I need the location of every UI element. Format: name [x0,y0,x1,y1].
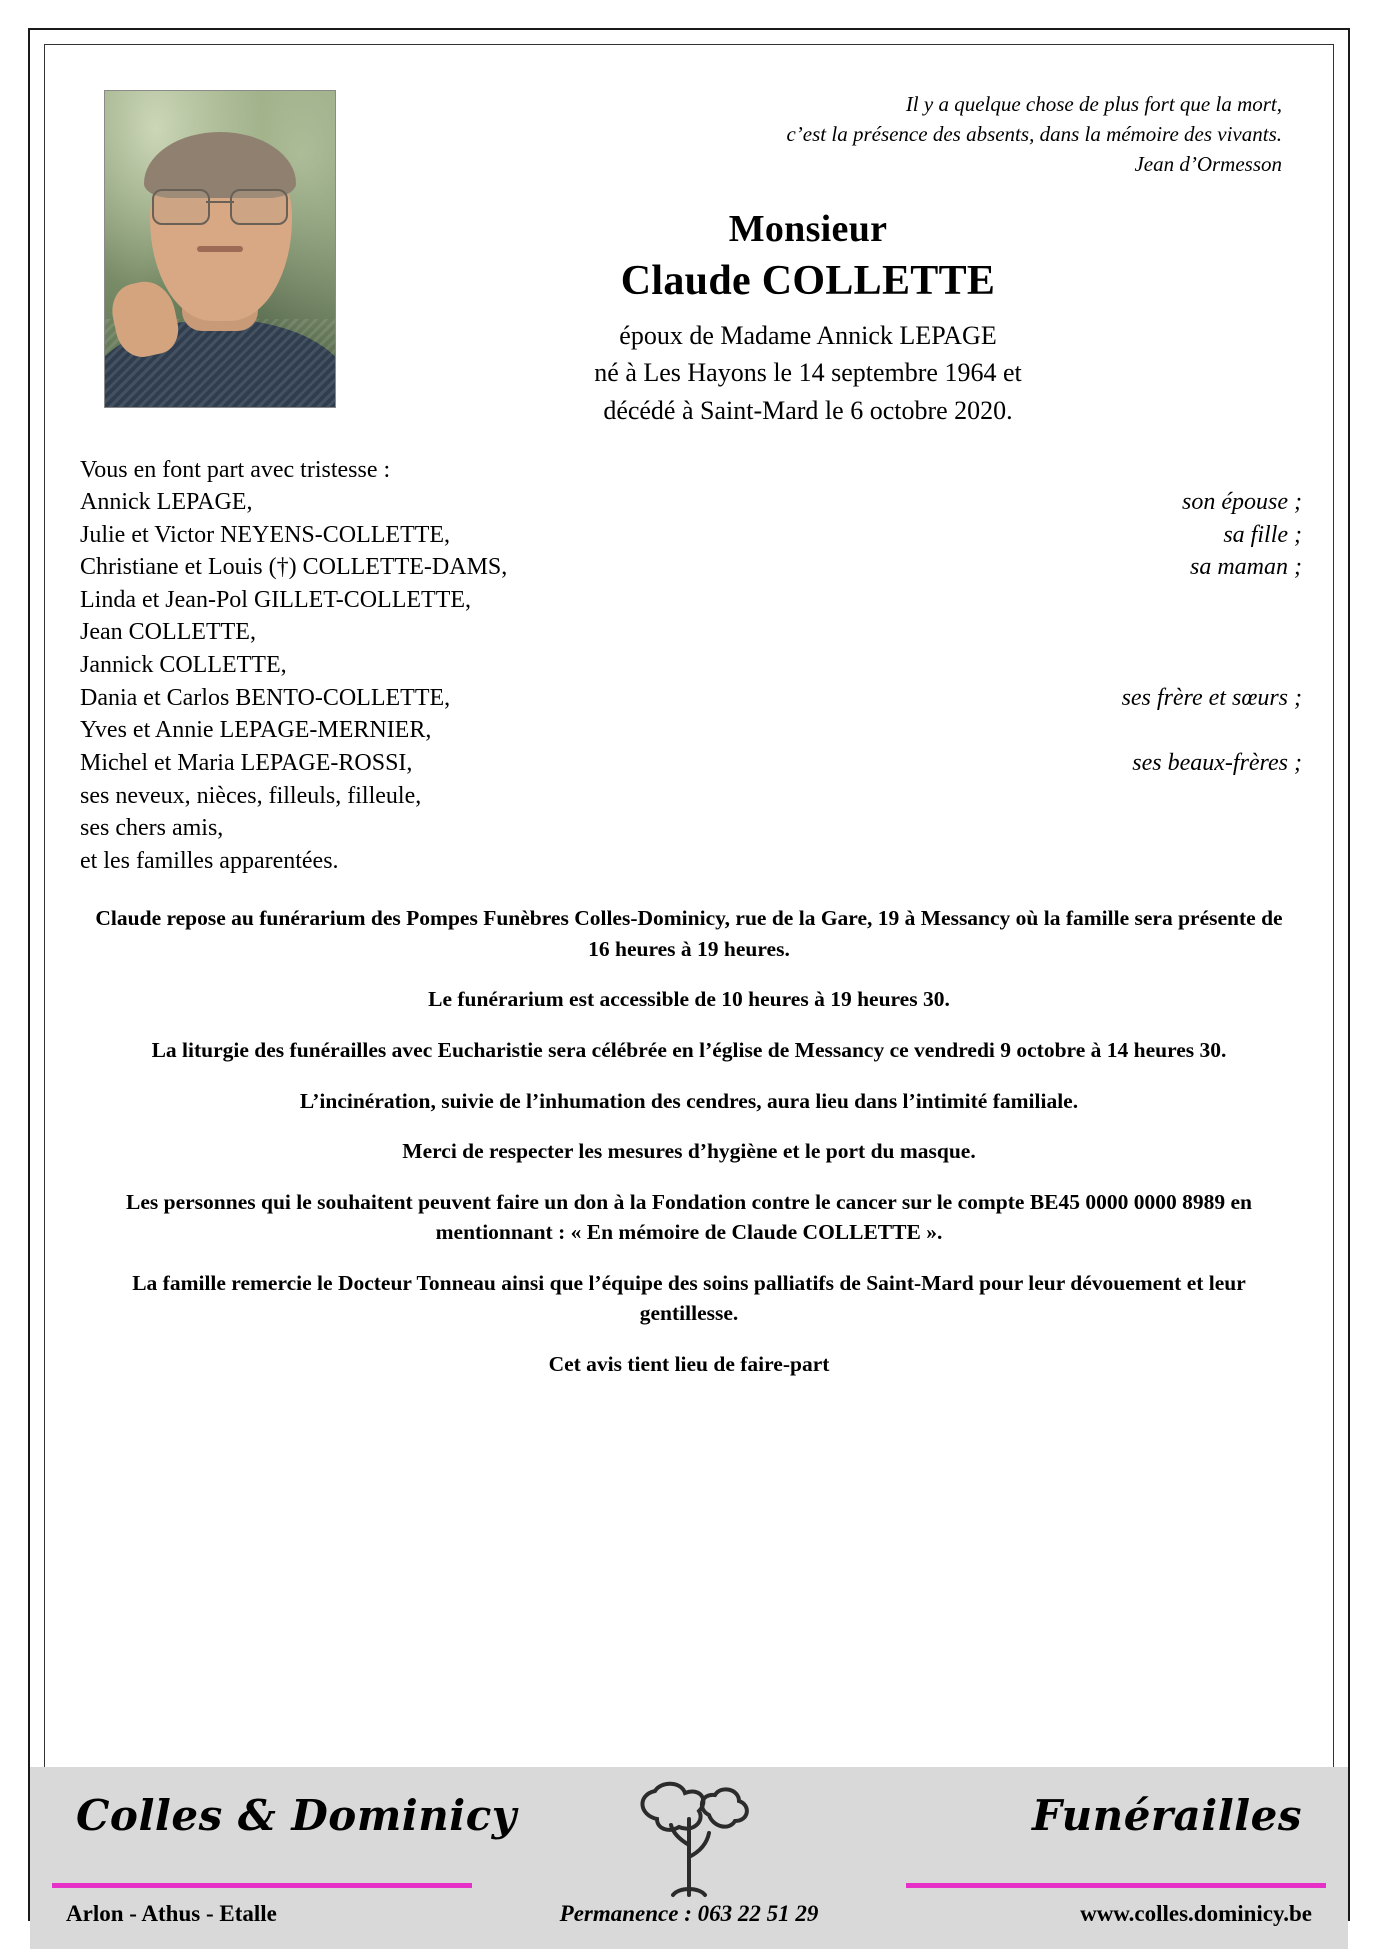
header-section [62,62,1316,429]
glasses-bridge [206,201,234,203]
family-row [80,714,1302,747]
glasses-left-lens [152,189,210,225]
quote-text [334,90,1282,150]
deceased-name: Claude COLLETTE [620,257,996,304]
notice-paragraph: Le funérarium est accessible de 10 heures à 19 heures 30. [428,987,950,1012]
family-member-name: Jean COLLETTE, [80,619,256,646]
honorific: Monsieur [728,207,888,250]
notice-paragraph: La famille remercie le Docteur Tonneau ainsi que l’équipe des soins palliatifs de Saint-Mard pour leur dévouement et leur gentillesse. [132,1270,1246,1326]
tree-icon [617,1775,761,1907]
deceased-details [334,317,1282,429]
portrait-container [62,90,334,408]
footer-info-row [30,1895,1348,1949]
accent-rule-left [52,1883,472,1888]
family-row [80,616,1302,649]
family-row [80,519,1302,552]
family-member-name: Annick LEPAGE, [80,488,253,515]
notice-paragraph: Merci de respecter les mesures d’hygiène et le port du masque. [402,1139,976,1164]
footer-brand-row [30,1767,1348,1879]
footer-website[interactable]: www.colles.dominicy.be [1080,1901,1312,1926]
family-member-name: Julie et Victor NEYENS-COLLETTE, [80,521,451,548]
family-member-relation: son épouse ; [1182,488,1302,515]
notice-paragraph: Cet avis tient lieu de faire-part [548,1351,830,1376]
family-row [80,845,1302,878]
card-content [62,62,1316,1887]
family-member-name: Dania et Carlos BENTO-COLLETTE, [80,684,451,711]
footer-cities: Arlon - Athus - Etalle [66,1901,277,1926]
brand-service: Funérailles [1032,1791,1302,1840]
quote-author: Jean d’Ormesson [1134,151,1282,176]
family-row [80,584,1302,617]
footer-phone: Permanence : 063 22 51 29 [559,1901,819,1926]
notice-paragraph: Les personnes qui le souhaitent peuvent faire un don à la Fondation contre le cancer sur le compte BE45 0000 0000 8989 en mentionnant : « En mémoire de Claude COLLETTE ». [126,1189,1252,1245]
header-text-block [334,90,1316,429]
family-row [80,682,1302,715]
family-row [80,649,1302,682]
glasses-right-lens [230,189,288,225]
family-member-name: Christiane et Louis (†) COLLETTE-DAMS, [80,554,508,581]
family-row [80,551,1302,584]
portrait-photo [104,90,336,408]
family-section [62,457,1316,878]
funeral-home-footer [30,1767,1348,1949]
family-member-name: Linda et Jean-Pol GILLET-COLLETTE, [80,586,472,613]
family-member-name: et les familles apparentées. [80,847,339,874]
family-member-relation: ses beaux-frères ; [1132,749,1302,776]
spouse-line: époux de Madame Annick LEPAGE [619,320,997,350]
family-row [80,747,1302,780]
family-row [80,780,1302,813]
notices-section [62,903,1316,1379]
family-intro: Vous en font part avec tristesse : [80,456,391,483]
birth-line: né à Les Hayons le 14 septembre 1964 et [594,358,1022,388]
family-member-relation: ses frère et sœurs ; [1121,684,1302,711]
brand-name: Colles & Dominicy [76,1791,517,1840]
family-member-name: Michel et Maria LEPAGE-ROSSI, [80,749,413,776]
family-member-name: ses neveux, nièces, filleuls, filleule, [80,782,422,809]
quote-line-2: c’est la présence des absents, dans la mémoire des vivants. [786,121,1282,146]
glasses-icon [150,189,290,223]
family-member-name: Yves et Annie LEPAGE-MERNIER, [80,717,432,744]
family-member-relation: sa maman ; [1190,554,1302,581]
family-row [80,812,1302,845]
family-member-relation: sa fille ; [1223,521,1302,548]
photo-mouth [197,246,243,252]
notice-paragraph: La liturgie des funérailles avec Eucharistie sera célébrée en l’église de Messancy ce vendredi 9 octobre à 14 heures 30. [151,1037,1227,1062]
accent-rule-right [906,1883,1326,1888]
notice-paragraph: L’incinération, suivie de l’inhumation des cendres, aura lieu dans l’intimité familiale. [299,1088,1079,1113]
family-row [80,486,1302,519]
quote-line-1: Il y a quelque chose de plus fort que la mort, [905,92,1282,116]
family-member-name: Jannick COLLETTE, [80,652,287,679]
family-list [80,486,1302,878]
death-line: décédé à Saint-Mard le 6 octobre 2020. [603,395,1013,425]
notice-paragraph: Claude repose au funérarium des Pompes Funèbres Colles-Dominicy, rue de la Gare, 19 à Messancy où la famille sera présente de 16 heures à 19 heures. [95,906,1283,961]
family-member-name: ses chers amis, [80,815,224,842]
